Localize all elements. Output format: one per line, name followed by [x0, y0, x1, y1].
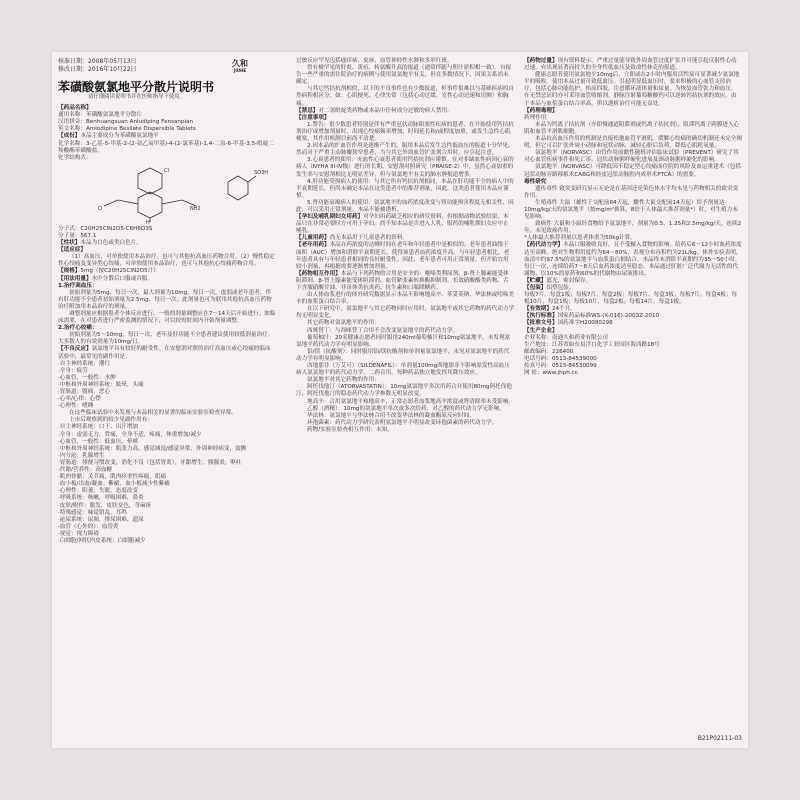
- paragraph: [296, 406, 514, 413]
- paragraph: [296, 122, 514, 143]
- paragraph-text: ·心理性：阳萎，失眠，态度改变: [58, 488, 139, 495]
- paragraph: [58, 439, 276, 446]
- paragraph: [58, 133, 276, 140]
- reading-warning: 请仔细阅读说明书并在医师指导下使用。: [88, 94, 186, 100]
- paragraph-text: 乙醇（酒精）：10mg的氨氯地平单次或多次给药，对乙醇的药代动力学无影响。: [307, 405, 505, 412]
- paragraph: [296, 349, 514, 363]
- paragraph: [296, 420, 514, 427]
- paragraph: [296, 363, 514, 377]
- paragraph-text: 其它药物对氨氯地平的作用：: [307, 320, 380, 327]
- paragraph: [296, 179, 514, 200]
- section-text: 本品口服吸收良好，且不受摄入食物的影响。给药后6～12小时血药浓度达至高峰。绝对生物利用度约为64～80%，表观分布容积约为21L/kg。体外实验表明，血清中约97.5%的氨氯地平与血浆蛋白相结合。本品终末消除半衰期约为35～50小时，每日一次，连续给药7～8天后血药浓度达至稳态。本品通过肝脏广泛代谢为无活性的代谢物，以10%的原药和60%的代谢物由尿液排出。: [524, 242, 742, 277]
- paragraph-text: 化学结构式：: [58, 154, 92, 161]
- paragraph: [296, 328, 514, 335]
- section-heading: 【规格】: [58, 268, 81, 275]
- paragraph: [58, 276, 276, 283]
- paragraph-text: 5.肾功能衰竭病人的使用：氨氯地平的血药浓度改变与肾功能损害程度无相关性，因此，可以采用正常剂量。本品不能被透析。: [296, 199, 514, 213]
- section-text: 遮光，密封保存。: [546, 277, 592, 284]
- section-text: 本品在药浓度的达峰时间在老年和年轻患者中是相似的。老年患者曲线下面积（AUC）增加和消除半衰期延长，使得该患者血药浓度升高。与年轻患者相比，老年患者具有与年轻患者相同的良好耐受性。因此，老年患者可用正常剂量。但开始宜用较小剂量，再根据需要逐渐增加剂量。: [296, 242, 510, 270]
- paragraph: [296, 65, 514, 86]
- section-text: 铝塑包装。: [546, 285, 575, 291]
- paragraph: [58, 254, 276, 268]
- paragraph-text: 生殖毒性 大鼠（雄性于交配前64天起，雌性大鼠交配前14天起）给予剂量达10mg/kg/天的氨氯地平（按mg/m²换算，8倍于人体最大推荐剂量*）时，对生殖力未见影响。: [524, 199, 738, 221]
- paragraph: [524, 179, 742, 186]
- paragraph: [58, 240, 276, 247]
- section-heading: 【不良反应】: [58, 346, 92, 353]
- paragraph-text: 氨氯地平（NORVASC）可降低因不稳定型心绞痛而住院的风险及血运重建术（包括冠状动脉旁路移植术CABG和经皮冠状动脉腔内成形术PTCA）的需要。: [524, 164, 741, 178]
- paragraph-text: ·自主神经系统：潮红: [58, 360, 111, 367]
- paragraph-text: 网 址：www.jhph.cc: [524, 370, 578, 377]
- document-title: 苯磺酸氨氯地平分散片说明书: [58, 80, 215, 94]
- paragraph-text: ·中枢和外周神经系统：眩晕，头痛: [58, 381, 144, 388]
- paragraph-text: ·代谢/营养性：高血糖: [58, 467, 113, 474]
- section-text: 国药准字H20080298: [557, 320, 613, 327]
- section-heading: 【生产企业】: [524, 327, 558, 334]
- paragraph-text: ·血管（心外的）：血管炎: [58, 523, 119, 530]
- paragraph: [58, 368, 276, 375]
- paragraph-text: 企业名称：南通久和药业有限公司: [524, 334, 608, 341]
- paragraph: [58, 346, 276, 360]
- paragraph: [58, 290, 276, 311]
- paragraph: [296, 427, 514, 434]
- paragraph: [58, 155, 276, 162]
- svg-text:H: H: [146, 219, 150, 224]
- paragraph-text: 4.肝功能受损病人的使用：与其它所有钙拮抗剂相同，本品在肝功能不全的病人中的半衰期延长，但尚未确定本品在这类患者中的推荐剂量，因此，这类患者使用本品应谨慎。: [296, 178, 514, 199]
- paragraph-text: 调整剂量应根据患者个体反应进行，一般的剂量调整应在7～14天后开始进行。如临床需要，在对患者进行严密监测的情况下，可以较短时间内开始剂量调整。: [58, 310, 276, 325]
- section-text: 国家药品标准WS-(X-016)-2003Z-2010: [557, 313, 660, 320]
- paragraph-text: 3.心衰患者的使用：充血性心衰患者使用钙拮抗剂应谨慎。在对非缺血性病因心衰的病人（NYHA III-IV级）进行的长期、安慰剂对照研究（PRAISE-2）中，虽然心衰加重的发生率与安慰剂相比无明显差异，但与氨氯地平有关的肺水肿报道增多。: [296, 157, 514, 178]
- logo-sub: JIUHE: [233, 68, 247, 73]
- paragraph: [296, 335, 514, 349]
- paragraph: [524, 335, 742, 342]
- paragraph-text: 生产地址：江苏省如东县洋口化学工业园区海西路18号: [524, 341, 660, 348]
- paragraph-text: 地高辛：合用氨氯地平和地高辛，正常志愿者血浆地高辛浓度或肾清除率未受影响。: [307, 398, 514, 405]
- paragraph-text: 通用名称：苯磺酸氨氯地平分散片: [58, 112, 142, 119]
- paragraph-text: 与其它钙拮抗剂相似，以下的不良事件也有少数报道，但事件很难以与基础疾病的自然病程相区分，如：心肌梗死、心律失常（包括心动过缓、室性心动过速和房颤）和胸痛。: [296, 86, 514, 107]
- section-heading: 【批准文号】: [524, 320, 558, 327]
- section-heading: 【药物相互作用】: [296, 270, 341, 277]
- paragraph-text: ·白细胞/网状内皮系统：白细胞减少: [58, 537, 146, 544]
- paragraph: [524, 242, 742, 277]
- section-text: 本品为白色或类白色片。: [80, 240, 142, 247]
- section-heading: 2.治疗心绞痛：: [58, 325, 98, 332]
- paragraph-text: 传真号码：0513-84530099: [524, 363, 597, 370]
- section-text: 对二氢吡啶类药物或本品中任何成分过敏的病人禁用。: [318, 107, 453, 114]
- paragraph: [524, 72, 742, 107]
- section-heading: 【执行标准】: [524, 313, 558, 320]
- paragraph: [296, 399, 514, 406]
- paragraph: [58, 453, 276, 460]
- paragraph-text: 氨氯地平（NORVASC）由管作用前瞻性随机评估临床试验（PREVENT）研究了其对心血管疾病事件和死亡率。冠状动脉粥样硬化进展及颈动脉粥样硬化的影响。: [524, 150, 739, 164]
- column-left-body: [58, 105, 276, 545]
- paragraph: [524, 342, 742, 349]
- section-text: 氨氯地平具有较好的耐受性。在安慰剂对照的治疗高血压或心绞痛的临床试验中，最常见的副作用是：: [58, 346, 271, 360]
- paragraph: [524, 349, 742, 356]
- paragraph-text: 药理作用: [524, 114, 547, 121]
- paragraph: [296, 157, 514, 178]
- paragraph-text: 本品为钙离子拮抗剂（亦即慢通道阻滞剂或钙离子拮抗剂），阻滞钙离子跨膜进入心肌和血管平滑肌细胞。: [524, 121, 740, 135]
- company-logo: [232, 60, 248, 74]
- paragraph-text: 健康志愿者使用氨氯地平10mg后，立即或在2小时内服用活性炭可显著减少氨氯地平的吸收。使用本品过量可致低血压。引起明显低血压时，要求积极的心血管支持治疗，包括心肺功能监护，抬高四肢，注意循环液体量和尿量。为恢复血管张力和血压，在无禁忌证时亦可采用血管收缩剂。静脉注射葡萄糖酸钙可以逆转钙拮抗剂的效应。由于本品与血浆蛋白结合率高，所以透析治疗可能无益处。: [524, 72, 740, 107]
- revised-date: 修改日期：2016年10月22日: [58, 66, 137, 73]
- paragraph-text: ·肌肉骨骼：关节痛，肌肉痉挛性疼痛，肌痛: [58, 474, 167, 481]
- section-heading: 【禁忌】: [296, 107, 319, 114]
- section-heading: 【注意事项】: [296, 114, 330, 121]
- section-text: 对孕妇用药缺乏相应的研究资料，但根据动物试验结果，本品只在非常必要时方可用于孕妇。尚不知本品是否进入人乳，服药的哺乳期妇女应中止哺乳。: [296, 214, 509, 235]
- paragraph-text: 分子式：C20H25ClN2O5·C6H6O3S: [58, 225, 153, 232]
- paragraph: [58, 495, 276, 502]
- column-left: [58, 58, 276, 545]
- section-heading: 【性状】: [58, 240, 81, 247]
- section-heading: 1.治疗高血压：: [58, 282, 98, 289]
- paragraph-text: 分子量：567.1: [58, 232, 97, 239]
- paragraph: [58, 503, 276, 510]
- paragraph-text: 邮政编码：226400: [524, 348, 574, 355]
- paragraph-text: ·内分泌：乳腺增生: [58, 452, 105, 459]
- paragraph-text: ·心血管，一般性：水肿: [58, 374, 116, 381]
- section-text: 水中分散后口服或吞服。: [91, 275, 154, 282]
- paragraph: [524, 150, 742, 164]
- paragraph-text: 1.警告：很少数患者特别是伴有严重冠状动脉阻塞性疾病的患者，在开始使用钙拮抗剂治疗或增加剂量时，出现心绞痛频率增加，时间延长和/或程度加重，或发生急性心肌梗塞，其作用机制目前尚不清楚。: [296, 121, 514, 143]
- paragraph-text: ·自主神经系统：口干、出汗增加: [58, 424, 139, 431]
- paragraph: [524, 136, 742, 150]
- paragraph: [524, 186, 742, 200]
- paragraph-text: ·全身：疲劳: [58, 367, 88, 374]
- paragraph-text: 初始剂量为5mg，每日一次，最大剂量为10mg，每日一次。虚弱或老年患者，伴有肝功能不全患者初始剂量为2.5mg，每日一次；此剂量也可为联用其他抗高血压药物治疗附加用本品治疗的剂量。: [58, 289, 272, 310]
- svg-text:SO3H: SO3H: [254, 169, 268, 176]
- section-heading: 【适应症】: [58, 247, 86, 254]
- paragraph: [58, 233, 276, 240]
- paragraph: [296, 115, 514, 122]
- paragraph-text: 本品抗高血压作用的机制是直接松弛血管平滑肌。缓解心绞痛的确切机制还未完全阐明，但它可以扩张外周小动脉和冠状动脉，减轻心脏后负荷，降低心肌耗氧量。: [524, 136, 742, 150]
- paragraph: [296, 143, 514, 157]
- paragraph-text: ·泌尿系统：尿频，排尿困难，遗尿: [58, 516, 144, 523]
- paragraph-text: ·胃肠道：排便习惯改变，消化不良（包括胃炎），牙龈增生，胰腺炎，呕吐: [58, 459, 242, 466]
- logo-name: 久和: [232, 58, 248, 68]
- paragraph: [296, 242, 514, 270]
- paragraph: [524, 221, 742, 235]
- paragraph: [296, 200, 514, 214]
- paragraph-text: 阿托伐他汀（ATORVASTATIN）：10mg氨氯地平多次用药合并使用80mg阿托伐他汀，阿托伐他汀的稳态药代动力学参数无明显改变。: [296, 384, 512, 398]
- svg-text:NH2: NH2: [190, 205, 201, 212]
- section-text: 5mg（按C20H25ClN2O5计）: [80, 268, 159, 275]
- paragraph-text: 致癌性 大鼠和小鼠经食物给予氨氯地平，剂量为0.5、1.25和2.5mg/kg/天，连续2年，未见致癌作用。: [524, 221, 742, 235]
- section-heading: 毒性研究: [524, 178, 547, 185]
- paragraph-text: 在以下研究中，氨氯地平与其它药物同时应用时，氨氯地平或其它药物的药代动力学均无明显变化。: [296, 306, 514, 320]
- paragraph: [58, 510, 276, 517]
- paragraph: [524, 320, 742, 327]
- paragraph-text: *人体最大推荐剂量以患者体重为50kg计算。: [524, 235, 636, 242]
- paragraph: [58, 382, 276, 389]
- paragraph-text: ·胃肠道：腹痛，恶心: [58, 389, 111, 395]
- paragraph-text: ·全身：虚弱无力，背痛，全身不适，疼痛，体重增加/减少: [58, 431, 202, 438]
- section-heading: 【药理毒理】: [524, 107, 558, 114]
- paragraph-text: ·心率/心律：心悸: [58, 396, 101, 403]
- paragraph: [58, 311, 276, 325]
- paragraph-text: ·中枢和外周神经系统：肌张力高，感觉减退/感觉异常，外周神经病变，震颤: [58, 445, 247, 452]
- paragraph: [524, 108, 742, 115]
- section-heading: 【老年用药】: [296, 242, 330, 249]
- paragraph: [58, 141, 276, 155]
- paragraph: [524, 164, 742, 178]
- paragraph-text: ·心血管，一般性：低血压，晕厥: [58, 438, 139, 445]
- paragraph: [296, 214, 514, 235]
- section-text: 尚无本品用于儿童患者的资料。: [329, 235, 408, 242]
- paragraph-text: ·心理性：嗜睡: [58, 403, 94, 410]
- paragraph-text: 2.因本品的扩血管作用是逐渐产生的，服用本品后发生急性低血压的报道十分罕见。然而对于严重主动脉瓣狭窄患者，当与其它外周血管扩张剂合用时，应引起注意。: [296, 143, 514, 157]
- section-heading: 【药品名称】: [58, 105, 92, 112]
- paragraph-text: 西咪替丁：与西咪替丁合用不会改变氨氯地平的药代动力学。: [307, 327, 459, 334]
- column-middle: [296, 58, 514, 434]
- paragraph-text: 初始剂量为5～10mg，每日一次。老年及肝功能不全患者建议使用较低剂量治疗。大多数人的有效剂量为10mg/日。: [58, 332, 274, 346]
- paragraph: [58, 538, 276, 545]
- paragraph: [58, 460, 276, 467]
- section-heading: 【贮藏】: [524, 277, 547, 284]
- paragraph: [58, 424, 276, 431]
- section-heading: 【成份】: [58, 133, 81, 140]
- approved-date: 核准日期：2008年05月13日: [58, 58, 137, 65]
- paragraph: [296, 320, 514, 327]
- paragraph-text: 药物/实验室检查相互作用：未知。: [307, 426, 393, 433]
- section-heading: 【药代动力学】: [524, 242, 564, 249]
- section-heading: 【有效期】: [524, 306, 552, 313]
- column-right: [524, 58, 742, 377]
- paragraph: [296, 108, 514, 115]
- paragraph: [524, 356, 742, 363]
- paragraph-text: 化学名称：3-乙基-5-甲基-2-(2-氨乙氧甲基)-4-(2-氯苯基)-1,4-二氢-6-甲基-3,5-吡啶二羧酸酯苯磺酸盐。: [58, 140, 274, 154]
- paragraph-text: 葡萄柚汁：20名健康志愿者同时服用240ml葡萄柚汁和10mg氨氯地平，未发现氨氯地平药代动力学有明显影响。: [296, 334, 511, 348]
- paragraph-text: 汉语拼音：Benhuangsuan Anludiping Fensanpian: [58, 119, 194, 126]
- paragraph-text: 在这些临床试验中未发现与本品相关的显著的临床实验室检查异常。: [69, 410, 237, 417]
- paragraph-text: ·视觉：视力障碍: [58, 530, 99, 537]
- paragraph: [296, 413, 514, 420]
- structure-diagram: [78, 164, 268, 224]
- paragraph: [58, 226, 276, 233]
- print-code: B21P02111-03: [697, 735, 742, 742]
- paragraph-text: 英文名称：Amlodipine Besilate Dispersible Tablets: [58, 126, 196, 133]
- paragraph-text: 上市后观察到的较少见副作用有：: [69, 417, 153, 424]
- paragraph: [58, 361, 276, 368]
- paragraph: [296, 292, 514, 306]
- paragraph-text: 华法林：氨氯地平与华法林合用不改变华法林的凝血酶原反应时间。: [307, 412, 475, 419]
- paragraph: [58, 446, 276, 453]
- paragraph: [58, 517, 276, 524]
- paragraph-text: 铝/镁（抗酸剂）：同时服用铝/镁抗酸剂和单剂量氨氯地平，未见对氨氯地平的药代动力学有明显影响。: [296, 348, 510, 362]
- section-heading: 【孕妇及哺乳期妇女用药】: [296, 214, 364, 221]
- paragraph-text: （1）高血压，可单独使用本品治疗，也可与其他抗高血压药物合用。（2）慢性稳定性心绞痛及变异型心绞痛，可单独使用本品治疗，也可与其他抗心绞痛药物合用。: [58, 254, 275, 268]
- leaflet-sheet: [52, 52, 748, 748]
- paragraph: [296, 384, 514, 398]
- paragraph: [58, 524, 276, 531]
- paragraph: [58, 531, 276, 538]
- paragraph: [524, 278, 742, 285]
- paragraph: [524, 292, 742, 306]
- section-text: 24个月。: [551, 306, 576, 313]
- paragraph-text: 曾有极罕见的肝炎、黄疸、转氨酶升高的报道（通常伴随与胆汁淤积相一致）。有报告一些严重的需住院治疗的病例与使用氨氯地平有关。但在多数情况下，因果关系尚未确定。: [296, 65, 512, 86]
- section-heading: 【包装】: [524, 285, 547, 291]
- paragraph-text: 环孢菌素：药代动力学研究表明氨氯地平不明显改变环孢菌素的药代动力学。: [307, 419, 498, 426]
- paragraph: [58, 432, 276, 439]
- section-text: 本品主要成分为苯磺酸氨氯地平: [80, 133, 159, 140]
- paragraph-text: ·特殊感觉：味觉错乱，耳鸣: [58, 509, 127, 516]
- paragraph-text: ·血小板/出血/凝血：紫癜，血小板减少性紫癜: [58, 481, 170, 488]
- paragraph: [296, 86, 514, 107]
- paragraph: [58, 332, 276, 346]
- paragraph-text: 过敏反应罕见包括瘙痒疹、皮疹、血管神经性水肿和多形红斑。: [296, 58, 453, 64]
- paragraph-text: 遗传毒性 致突变研究显示无论是在基因还是染色体水平均未见与药物相关的致突变作用。: [524, 185, 739, 199]
- section-heading: 【用法用量】: [58, 275, 92, 282]
- section-text: 现有资料提示，严重过量能导致外周血管过度扩张并可能引起反射性心动过速。有出现显著而持久的全身性低血压及致命性休克的报道。: [524, 58, 737, 72]
- paragraph: [524, 370, 742, 377]
- paragraph-text: 氨氯地平对其它药物的作用：: [307, 377, 380, 384]
- paragraph: [524, 200, 742, 221]
- paragraph: [524, 115, 742, 122]
- paragraph: [524, 122, 742, 136]
- paragraph-text: 每板7片，每盒1板；每板7片，每盒2板；每板7片，每盒3板；每板7片，每盒4板；每板10片，每盒1板；每板10片，每盒2板；每板14片，每盒1板。: [524, 292, 738, 306]
- section-heading: 【儿童用药】: [296, 235, 330, 242]
- svg-text:Cl: Cl: [164, 167, 169, 174]
- paragraph-text: ·皮肤/附件：脱发，皮肤变色，荨麻疹: [58, 502, 152, 509]
- svg-text:O: O: [98, 205, 102, 212]
- paragraph: [296, 306, 514, 320]
- paragraph: [58, 375, 276, 382]
- paragraph: [524, 58, 742, 72]
- paragraph-text: ·呼吸系统：咳嗽，呼吸困难，鼻炎: [58, 495, 144, 502]
- section-text: 本品与下列药物的合用是安全的：噻嗪类利尿剂、β-肾上腺素能受体阻滞剂、β-肾上腺素能受体阻滞剂、血管紧张素转换酶抑制剂、长效硝酸酯类药物、舌下含服硝酸甘油、非甾体类抗炎药、抗生素和口服降糖药。: [296, 270, 509, 291]
- chemical-structure: [58, 164, 276, 224]
- paragraph: [58, 283, 276, 290]
- paragraph: [58, 268, 276, 275]
- paragraph-text: 电话号码：0513-84539000: [524, 355, 597, 362]
- paragraph: [296, 271, 514, 292]
- paragraph-text: 由人体血浆进行的体外研究数据显示本品不影响地高辛、苯妥英钠、华法林或吲哚美辛的血浆蛋白结合率。: [296, 292, 514, 306]
- paragraph: [524, 328, 742, 335]
- paragraph-text: 西地那非（万艾可）（SILDENAFIL）：单剂量100mg西地那非不影响原发性高血压病人氨氯地平的药代动力学。二药合用，每种药品独立地发挥其降压效应。: [296, 363, 510, 377]
- section-heading: 【药物过量】: [524, 58, 558, 64]
